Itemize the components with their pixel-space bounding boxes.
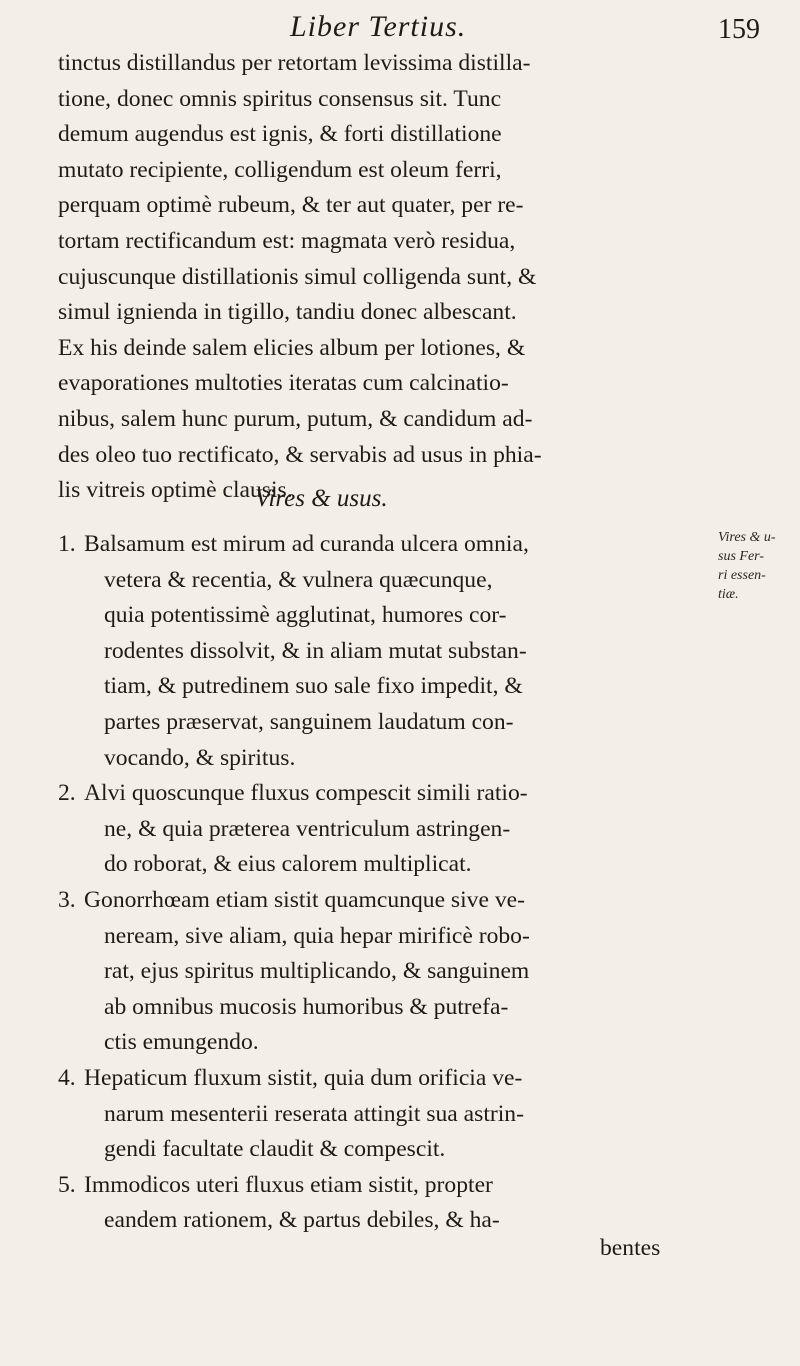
list-item — [58, 776, 708, 883]
list-item — [58, 883, 708, 1061]
text-line: partes præservat, sanguinem laudatum con- — [104, 708, 514, 735]
item-number: 1. — [58, 531, 76, 557]
section-title: Vires & usus. — [255, 485, 388, 512]
text-line: ab omnibus mucosis humoribus & putrefa- — [104, 993, 509, 1020]
marginal-line: sus Fer- — [718, 549, 764, 564]
item-number: 3. — [58, 886, 76, 913]
text-line: mutato recipiente, colligendum est oleum ferri, — [58, 156, 502, 183]
text-line: tiam, & putredinem suo sale fixo impedit, & — [104, 673, 523, 700]
text-line: evaporationes multoties iteratas cum calcinatio- — [58, 370, 509, 397]
list-item — [58, 527, 708, 776]
text-line: Balsamum est mirum ad curanda ulcera omnia, — [84, 531, 529, 557]
text-line: cujuscunque distillationis simul colligenda sunt, & — [58, 263, 537, 290]
page-header — [0, 10, 800, 46]
page-number: 159 — [718, 14, 760, 45]
catchword: bentes — [600, 1235, 661, 1261]
text-line: simul ignienda in tigillo, tandiu donec albescant. — [58, 299, 517, 326]
text-line: vocando, & spiritus. — [104, 744, 296, 771]
text-line: Gonorrhœam etiam sistit quamcunque sive ve- — [84, 886, 525, 913]
item-number: 4. — [58, 1064, 76, 1091]
running-title: Liber Tertius. — [290, 10, 467, 43]
text-line: neream, sive aliam, quia hepar mirificè robo- — [104, 922, 530, 949]
text-line: gendi facultate claudit & compescit. — [104, 1136, 446, 1163]
item-number: 5. — [58, 1171, 76, 1198]
text-line: lis vitreis optimè clausis. — [58, 477, 293, 504]
numbered-list — [58, 527, 708, 1239]
list-item — [58, 1061, 708, 1168]
marginal-line: Vires & u- — [718, 530, 776, 545]
text-line: tortam rectificandum est: magmata verò residua, — [58, 227, 516, 254]
text-line: demum augendus est ignis, & forti distillatione — [58, 121, 502, 148]
list-item — [58, 1168, 708, 1239]
text-line: Ex his deinde salem elicies album per lotiones, & — [58, 334, 526, 361]
text-line: Alvi quoscunque fluxus compescit simili ratio- — [84, 780, 528, 807]
marginal-line: ri essen- — [718, 568, 766, 583]
item-number: 2. — [58, 780, 76, 807]
text-line: ne, & quia præterea ventriculum astringen- — [104, 815, 511, 842]
text-line: rodentes dissolvit, & in aliam mutat substan- — [104, 637, 527, 664]
text-line: rat, ejus spiritus multiplicando, & sanguinem — [104, 958, 530, 985]
text-line: Hepaticum fluxum sistit, quia dum orificia ve- — [84, 1064, 523, 1091]
text-line: ctis emungendo. — [104, 1029, 259, 1056]
text-line: Immodicos uteri fluxus etiam sistit, propter — [84, 1171, 493, 1198]
text-line: eandem rationem, & partus debiles, & ha- — [104, 1207, 500, 1234]
text-line: tione, donec omnis spiritus consensus sit. Tunc — [58, 85, 502, 112]
text-line: do roborat, & eius calorem multiplicat. — [104, 851, 472, 878]
text-line: tinctus distillandus per retortam levissima distilla- — [58, 50, 531, 76]
text-line: narum mesenterii reserata attingit sua astrin- — [104, 1100, 524, 1127]
opening-paragraph — [58, 46, 708, 509]
text-line: nibus, salem hunc purum, putum, & candidum ad- — [58, 405, 533, 432]
text-line: vetera & recentia, & vulnera quæcunque, — [104, 566, 493, 593]
text-line: des oleo tuo rectificato, & servabis ad usus in phia- — [58, 441, 542, 468]
text-line: quia potentissimè agglutinat, humores cor- — [104, 602, 507, 629]
marginal-line: tiæ. — [718, 587, 739, 602]
marginal-note — [718, 528, 798, 604]
text-line: perquam optimè rubeum, & ter aut quater, per re- — [58, 192, 524, 219]
